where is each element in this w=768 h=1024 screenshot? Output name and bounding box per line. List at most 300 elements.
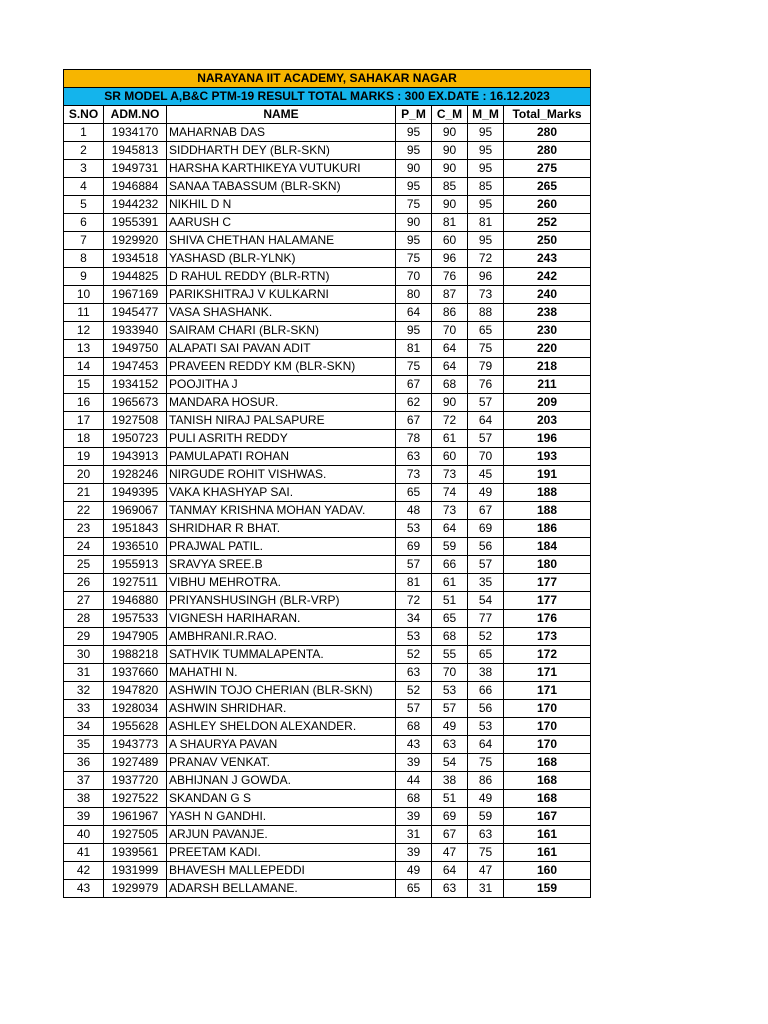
header-row (64, 106, 591, 124)
chemistry-cell: 59 (432, 538, 468, 556)
physics-cell: 53 (396, 520, 432, 538)
serial-cell: 29 (64, 628, 104, 646)
adm-no-cell: 1961967 (104, 808, 167, 826)
total-cell: 170 (504, 700, 591, 718)
chemistry-cell: 72 (432, 412, 468, 430)
serial-cell: 18 (64, 430, 104, 448)
physics-cell: 52 (396, 682, 432, 700)
table-row (64, 214, 591, 232)
maths-cell: 49 (468, 484, 504, 502)
chemistry-cell: 90 (432, 196, 468, 214)
name-cell: ARJUN PAVANJE. (167, 826, 396, 844)
adm-no-cell: 1927511 (104, 574, 167, 592)
chemistry-cell: 85 (432, 178, 468, 196)
serial-cell: 34 (64, 718, 104, 736)
total-cell: 167 (504, 808, 591, 826)
table-row (64, 772, 591, 790)
chemistry-cell: 53 (432, 682, 468, 700)
total-cell: 240 (504, 286, 591, 304)
name-cell: ASHWIN TOJO CHERIAN (BLR-SKN) (167, 682, 396, 700)
physics-cell: 67 (396, 412, 432, 430)
name-cell: ALAPATI SAI PAVAN ADIT (167, 340, 396, 358)
name-cell: VAKA KHASHYAP SAI. (167, 484, 396, 502)
physics-cell: 68 (396, 718, 432, 736)
name-cell: PARIKSHITRAJ V KULKARNI (167, 286, 396, 304)
physics-cell: 52 (396, 646, 432, 664)
table-row (64, 808, 591, 826)
serial-cell: 1 (64, 124, 104, 142)
name-cell: BHAVESH MALLEPEDDI (167, 862, 396, 880)
maths-cell: 56 (468, 700, 504, 718)
adm-no-cell: 1936510 (104, 538, 167, 556)
adm-no-cell: 1928246 (104, 466, 167, 484)
total-cell: 176 (504, 610, 591, 628)
physics-cell: 90 (396, 160, 432, 178)
adm-no-cell: 1929920 (104, 232, 167, 250)
chemistry-cell: 57 (432, 700, 468, 718)
table-row (64, 538, 591, 556)
adm-no-cell: 1946880 (104, 592, 167, 610)
name-cell: NIKHIL D N (167, 196, 396, 214)
total-cell: 161 (504, 844, 591, 862)
name-cell: ABHIJNAN J GOWDA. (167, 772, 396, 790)
chemistry-cell: 63 (432, 736, 468, 754)
serial-cell: 38 (64, 790, 104, 808)
serial-cell: 16 (64, 394, 104, 412)
maths-cell: 95 (468, 160, 504, 178)
table-row (64, 448, 591, 466)
physics-cell: 73 (396, 466, 432, 484)
adm-no-cell: 1927505 (104, 826, 167, 844)
name-cell: TANISH NIRAJ PALSAPURE (167, 412, 396, 430)
maths-cell: 75 (468, 340, 504, 358)
chemistry-cell: 90 (432, 142, 468, 160)
physics-cell: 57 (396, 700, 432, 718)
total-cell: 170 (504, 718, 591, 736)
total-cell: 275 (504, 160, 591, 178)
total-cell: 180 (504, 556, 591, 574)
name-cell: MAHATHI N. (167, 664, 396, 682)
chemistry-cell: 67 (432, 826, 468, 844)
serial-cell: 5 (64, 196, 104, 214)
maths-cell: 35 (468, 574, 504, 592)
adm-no-cell: 1947820 (104, 682, 167, 700)
chemistry-cell: 38 (432, 772, 468, 790)
table-row (64, 322, 591, 340)
total-cell: 252 (504, 214, 591, 232)
adm-no-cell: 1944825 (104, 268, 167, 286)
physics-cell: 95 (396, 232, 432, 250)
adm-no-cell: 1965673 (104, 394, 167, 412)
serial-cell: 26 (64, 574, 104, 592)
physics-cell: 34 (396, 610, 432, 628)
chemistry-cell: 60 (432, 232, 468, 250)
table-row (64, 700, 591, 718)
chemistry-cell: 90 (432, 394, 468, 412)
serial-cell: 33 (64, 700, 104, 718)
table-row (64, 844, 591, 862)
physics-cell: 43 (396, 736, 432, 754)
name-cell: ADARSH BELLAMANE. (167, 880, 396, 898)
serial-cell: 2 (64, 142, 104, 160)
table-row (64, 232, 591, 250)
physics-cell: 72 (396, 592, 432, 610)
name-cell: ASHWIN SHRIDHAR. (167, 700, 396, 718)
chemistry-cell: 76 (432, 268, 468, 286)
adm-no-cell: 1928034 (104, 700, 167, 718)
total-cell: 280 (504, 142, 591, 160)
adm-no-cell: 1955391 (104, 214, 167, 232)
physics-cell: 81 (396, 340, 432, 358)
chemistry-cell: 81 (432, 214, 468, 232)
maths-cell: 57 (468, 394, 504, 412)
physics-cell: 65 (396, 880, 432, 898)
maths-cell: 63 (468, 826, 504, 844)
adm-no-cell: 1950723 (104, 430, 167, 448)
adm-no-cell: 1951843 (104, 520, 167, 538)
name-cell: PRIYANSHUSINGH (BLR-VRP) (167, 592, 396, 610)
physics-cell: 70 (396, 268, 432, 286)
physics-cell: 39 (396, 808, 432, 826)
chemistry-cell: 86 (432, 304, 468, 322)
adm-no-cell: 1934152 (104, 376, 167, 394)
table-row (64, 286, 591, 304)
serial-cell: 39 (64, 808, 104, 826)
chemistry-cell: 64 (432, 358, 468, 376)
maths-cell: 49 (468, 790, 504, 808)
physics-cell: 63 (396, 448, 432, 466)
name-cell: POOJITHA J (167, 376, 396, 394)
table-row (64, 718, 591, 736)
maths-cell: 56 (468, 538, 504, 556)
total-cell: 193 (504, 448, 591, 466)
adm-no-cell: 1967169 (104, 286, 167, 304)
name-cell: ASHLEY SHELDON ALEXANDER. (167, 718, 396, 736)
table-row (64, 790, 591, 808)
maths-cell: 69 (468, 520, 504, 538)
table-row (64, 394, 591, 412)
physics-cell: 44 (396, 772, 432, 790)
adm-no-cell: 1957533 (104, 610, 167, 628)
table-row (64, 664, 591, 682)
total-cell: 196 (504, 430, 591, 448)
title-row (64, 70, 591, 88)
adm-no-cell: 1946884 (104, 178, 167, 196)
total-cell: 260 (504, 196, 591, 214)
serial-cell: 24 (64, 538, 104, 556)
total-cell: 161 (504, 826, 591, 844)
total-cell: 238 (504, 304, 591, 322)
maths-cell: 54 (468, 592, 504, 610)
adm-no-cell: 1949395 (104, 484, 167, 502)
name-cell: SIDDHARTH DEY (BLR-SKN) (167, 142, 396, 160)
physics-cell: 75 (396, 358, 432, 376)
serial-cell: 11 (64, 304, 104, 322)
total-cell: 243 (504, 250, 591, 268)
table-row (64, 628, 591, 646)
table-row (64, 736, 591, 754)
serial-cell: 13 (64, 340, 104, 358)
table-row (64, 556, 591, 574)
name-cell: SRAVYA SREE.B (167, 556, 396, 574)
name-cell: VIBHU MEHROTRA. (167, 574, 396, 592)
name-cell: HARSHA KARTHIKEYA VUTUKURI (167, 160, 396, 178)
physics-cell: 53 (396, 628, 432, 646)
adm-no-cell: 1955913 (104, 556, 167, 574)
adm-no-cell: 1947453 (104, 358, 167, 376)
maths-cell: 64 (468, 736, 504, 754)
chemistry-cell: 61 (432, 430, 468, 448)
adm-no-cell: 1947905 (104, 628, 167, 646)
name-cell: PAMULAPATI ROHAN (167, 448, 396, 466)
col-header-chemistry: C_M (432, 106, 468, 124)
table-row (64, 466, 591, 484)
physics-cell: 75 (396, 196, 432, 214)
total-cell: 209 (504, 394, 591, 412)
chemistry-cell: 51 (432, 790, 468, 808)
adm-no-cell: 1969067 (104, 502, 167, 520)
physics-cell: 63 (396, 664, 432, 682)
physics-cell: 31 (396, 826, 432, 844)
col-header-sno: S.NO (64, 106, 104, 124)
adm-no-cell: 1949731 (104, 160, 167, 178)
table-row (64, 880, 591, 898)
adm-no-cell: 1943913 (104, 448, 167, 466)
physics-cell: 69 (396, 538, 432, 556)
adm-no-cell: 1949750 (104, 340, 167, 358)
name-cell: PRAJWAL PATIL. (167, 538, 396, 556)
serial-cell: 22 (64, 502, 104, 520)
serial-cell: 35 (64, 736, 104, 754)
col-header-maths: M_M (468, 106, 504, 124)
adm-no-cell: 1929979 (104, 880, 167, 898)
name-cell: SANAA TABASSUM (BLR-SKN) (167, 178, 396, 196)
table-row (64, 124, 591, 142)
maths-cell: 57 (468, 556, 504, 574)
serial-cell: 36 (64, 754, 104, 772)
table-row (64, 610, 591, 628)
maths-cell: 70 (468, 448, 504, 466)
col-header-admno: ADM.NO (104, 106, 167, 124)
maths-cell: 31 (468, 880, 504, 898)
serial-cell: 41 (64, 844, 104, 862)
result-table (63, 69, 591, 898)
name-cell: VASA SHASHANK. (167, 304, 396, 322)
table-row (64, 754, 591, 772)
name-cell: PULI ASRITH REDDY (167, 430, 396, 448)
table-row (64, 682, 591, 700)
chemistry-cell: 68 (432, 376, 468, 394)
table-row (64, 646, 591, 664)
name-cell: SHRIDHAR R BHAT. (167, 520, 396, 538)
adm-no-cell: 1937720 (104, 772, 167, 790)
table-row (64, 250, 591, 268)
chemistry-cell: 73 (432, 466, 468, 484)
name-cell: NIRGUDE ROHIT VISHWAS. (167, 466, 396, 484)
maths-cell: 67 (468, 502, 504, 520)
chemistry-cell: 66 (432, 556, 468, 574)
adm-no-cell: 1945813 (104, 142, 167, 160)
serial-cell: 15 (64, 376, 104, 394)
chemistry-cell: 49 (432, 718, 468, 736)
chemistry-cell: 74 (432, 484, 468, 502)
chemistry-cell: 96 (432, 250, 468, 268)
chemistry-cell: 47 (432, 844, 468, 862)
serial-cell: 14 (64, 358, 104, 376)
total-cell: 220 (504, 340, 591, 358)
physics-cell: 57 (396, 556, 432, 574)
adm-no-cell: 1944232 (104, 196, 167, 214)
total-cell: 265 (504, 178, 591, 196)
serial-cell: 10 (64, 286, 104, 304)
maths-cell: 64 (468, 412, 504, 430)
name-cell: SHIVA CHETHAN HALAMANE (167, 232, 396, 250)
physics-cell: 78 (396, 430, 432, 448)
chemistry-cell: 61 (432, 574, 468, 592)
physics-cell: 80 (396, 286, 432, 304)
total-cell: 250 (504, 232, 591, 250)
table-row (64, 520, 591, 538)
col-header-name: NAME (167, 106, 396, 124)
serial-cell: 4 (64, 178, 104, 196)
total-cell: 173 (504, 628, 591, 646)
total-cell: 184 (504, 538, 591, 556)
chemistry-cell: 90 (432, 160, 468, 178)
physics-cell: 90 (396, 214, 432, 232)
serial-cell: 23 (64, 520, 104, 538)
maths-cell: 81 (468, 214, 504, 232)
serial-cell: 32 (64, 682, 104, 700)
chemistry-cell: 63 (432, 880, 468, 898)
physics-cell: 95 (396, 142, 432, 160)
table-row (64, 592, 591, 610)
adm-no-cell: 1955628 (104, 718, 167, 736)
physics-cell: 39 (396, 754, 432, 772)
serial-cell: 30 (64, 646, 104, 664)
table-row (64, 340, 591, 358)
physics-cell: 64 (396, 304, 432, 322)
name-cell: AARUSH C (167, 214, 396, 232)
serial-cell: 21 (64, 484, 104, 502)
maths-cell: 95 (468, 196, 504, 214)
table-row (64, 574, 591, 592)
table-row (64, 502, 591, 520)
total-cell: 177 (504, 574, 591, 592)
maths-cell: 52 (468, 628, 504, 646)
total-cell: 203 (504, 412, 591, 430)
table-row (64, 430, 591, 448)
serial-cell: 42 (64, 862, 104, 880)
chemistry-cell: 55 (432, 646, 468, 664)
col-header-total: Total_Marks (504, 106, 591, 124)
maths-cell: 59 (468, 808, 504, 826)
name-cell: MAHARNAB DAS (167, 124, 396, 142)
subtitle-row (64, 88, 591, 106)
serial-cell: 43 (64, 880, 104, 898)
physics-cell: 95 (396, 178, 432, 196)
total-cell: 186 (504, 520, 591, 538)
maths-cell: 65 (468, 322, 504, 340)
name-cell: AMBHRANI.R.RAO. (167, 628, 396, 646)
serial-cell: 6 (64, 214, 104, 232)
sheet-subtitle: SR MODEL A,B&C PTM-19 RESULT TOTAL MARKS : 300 EX.DATE : 16.12.2023 (64, 88, 591, 106)
physics-cell: 48 (396, 502, 432, 520)
total-cell: 280 (504, 124, 591, 142)
serial-cell: 12 (64, 322, 104, 340)
chemistry-cell: 87 (432, 286, 468, 304)
chemistry-cell: 70 (432, 664, 468, 682)
chemistry-cell: 90 (432, 124, 468, 142)
serial-cell: 19 (64, 448, 104, 466)
maths-cell: 86 (468, 772, 504, 790)
table-row (64, 142, 591, 160)
total-cell: 230 (504, 322, 591, 340)
chemistry-cell: 64 (432, 520, 468, 538)
name-cell: D RAHUL REDDY (BLR-RTN) (167, 268, 396, 286)
maths-cell: 77 (468, 610, 504, 628)
total-cell: 188 (504, 484, 591, 502)
adm-no-cell: 1934170 (104, 124, 167, 142)
adm-no-cell: 1988218 (104, 646, 167, 664)
adm-no-cell: 1931999 (104, 862, 167, 880)
physics-cell: 68 (396, 790, 432, 808)
physics-cell: 81 (396, 574, 432, 592)
physics-cell: 65 (396, 484, 432, 502)
adm-no-cell: 1933940 (104, 322, 167, 340)
chemistry-cell: 69 (432, 808, 468, 826)
maths-cell: 79 (468, 358, 504, 376)
total-cell: 177 (504, 592, 591, 610)
name-cell: VIGNESH HARIHARAN. (167, 610, 396, 628)
name-cell: MANDARA HOSUR. (167, 394, 396, 412)
chemistry-cell: 54 (432, 754, 468, 772)
total-cell: 171 (504, 682, 591, 700)
serial-cell: 40 (64, 826, 104, 844)
adm-no-cell: 1927489 (104, 754, 167, 772)
adm-no-cell: 1937660 (104, 664, 167, 682)
name-cell: PREETAM KADI. (167, 844, 396, 862)
maths-cell: 76 (468, 376, 504, 394)
serial-cell: 28 (64, 610, 104, 628)
maths-cell: 96 (468, 268, 504, 286)
table-row (64, 862, 591, 880)
maths-cell: 53 (468, 718, 504, 736)
serial-cell: 31 (64, 664, 104, 682)
maths-cell: 95 (468, 232, 504, 250)
physics-cell: 62 (396, 394, 432, 412)
serial-cell: 25 (64, 556, 104, 574)
adm-no-cell: 1945477 (104, 304, 167, 322)
physics-cell: 95 (396, 124, 432, 142)
table-row (64, 196, 591, 214)
name-cell: SATHVIK TUMMALAPENTA. (167, 646, 396, 664)
total-cell: 168 (504, 754, 591, 772)
adm-no-cell: 1939561 (104, 844, 167, 862)
maths-cell: 47 (468, 862, 504, 880)
maths-cell: 88 (468, 304, 504, 322)
total-cell: 160 (504, 862, 591, 880)
serial-cell: 27 (64, 592, 104, 610)
maths-cell: 73 (468, 286, 504, 304)
adm-no-cell: 1943773 (104, 736, 167, 754)
chemistry-cell: 68 (432, 628, 468, 646)
maths-cell: 75 (468, 754, 504, 772)
name-cell: PRANAV VENKAT. (167, 754, 396, 772)
total-cell: 171 (504, 664, 591, 682)
serial-cell: 3 (64, 160, 104, 178)
maths-cell: 95 (468, 142, 504, 160)
total-cell: 188 (504, 502, 591, 520)
